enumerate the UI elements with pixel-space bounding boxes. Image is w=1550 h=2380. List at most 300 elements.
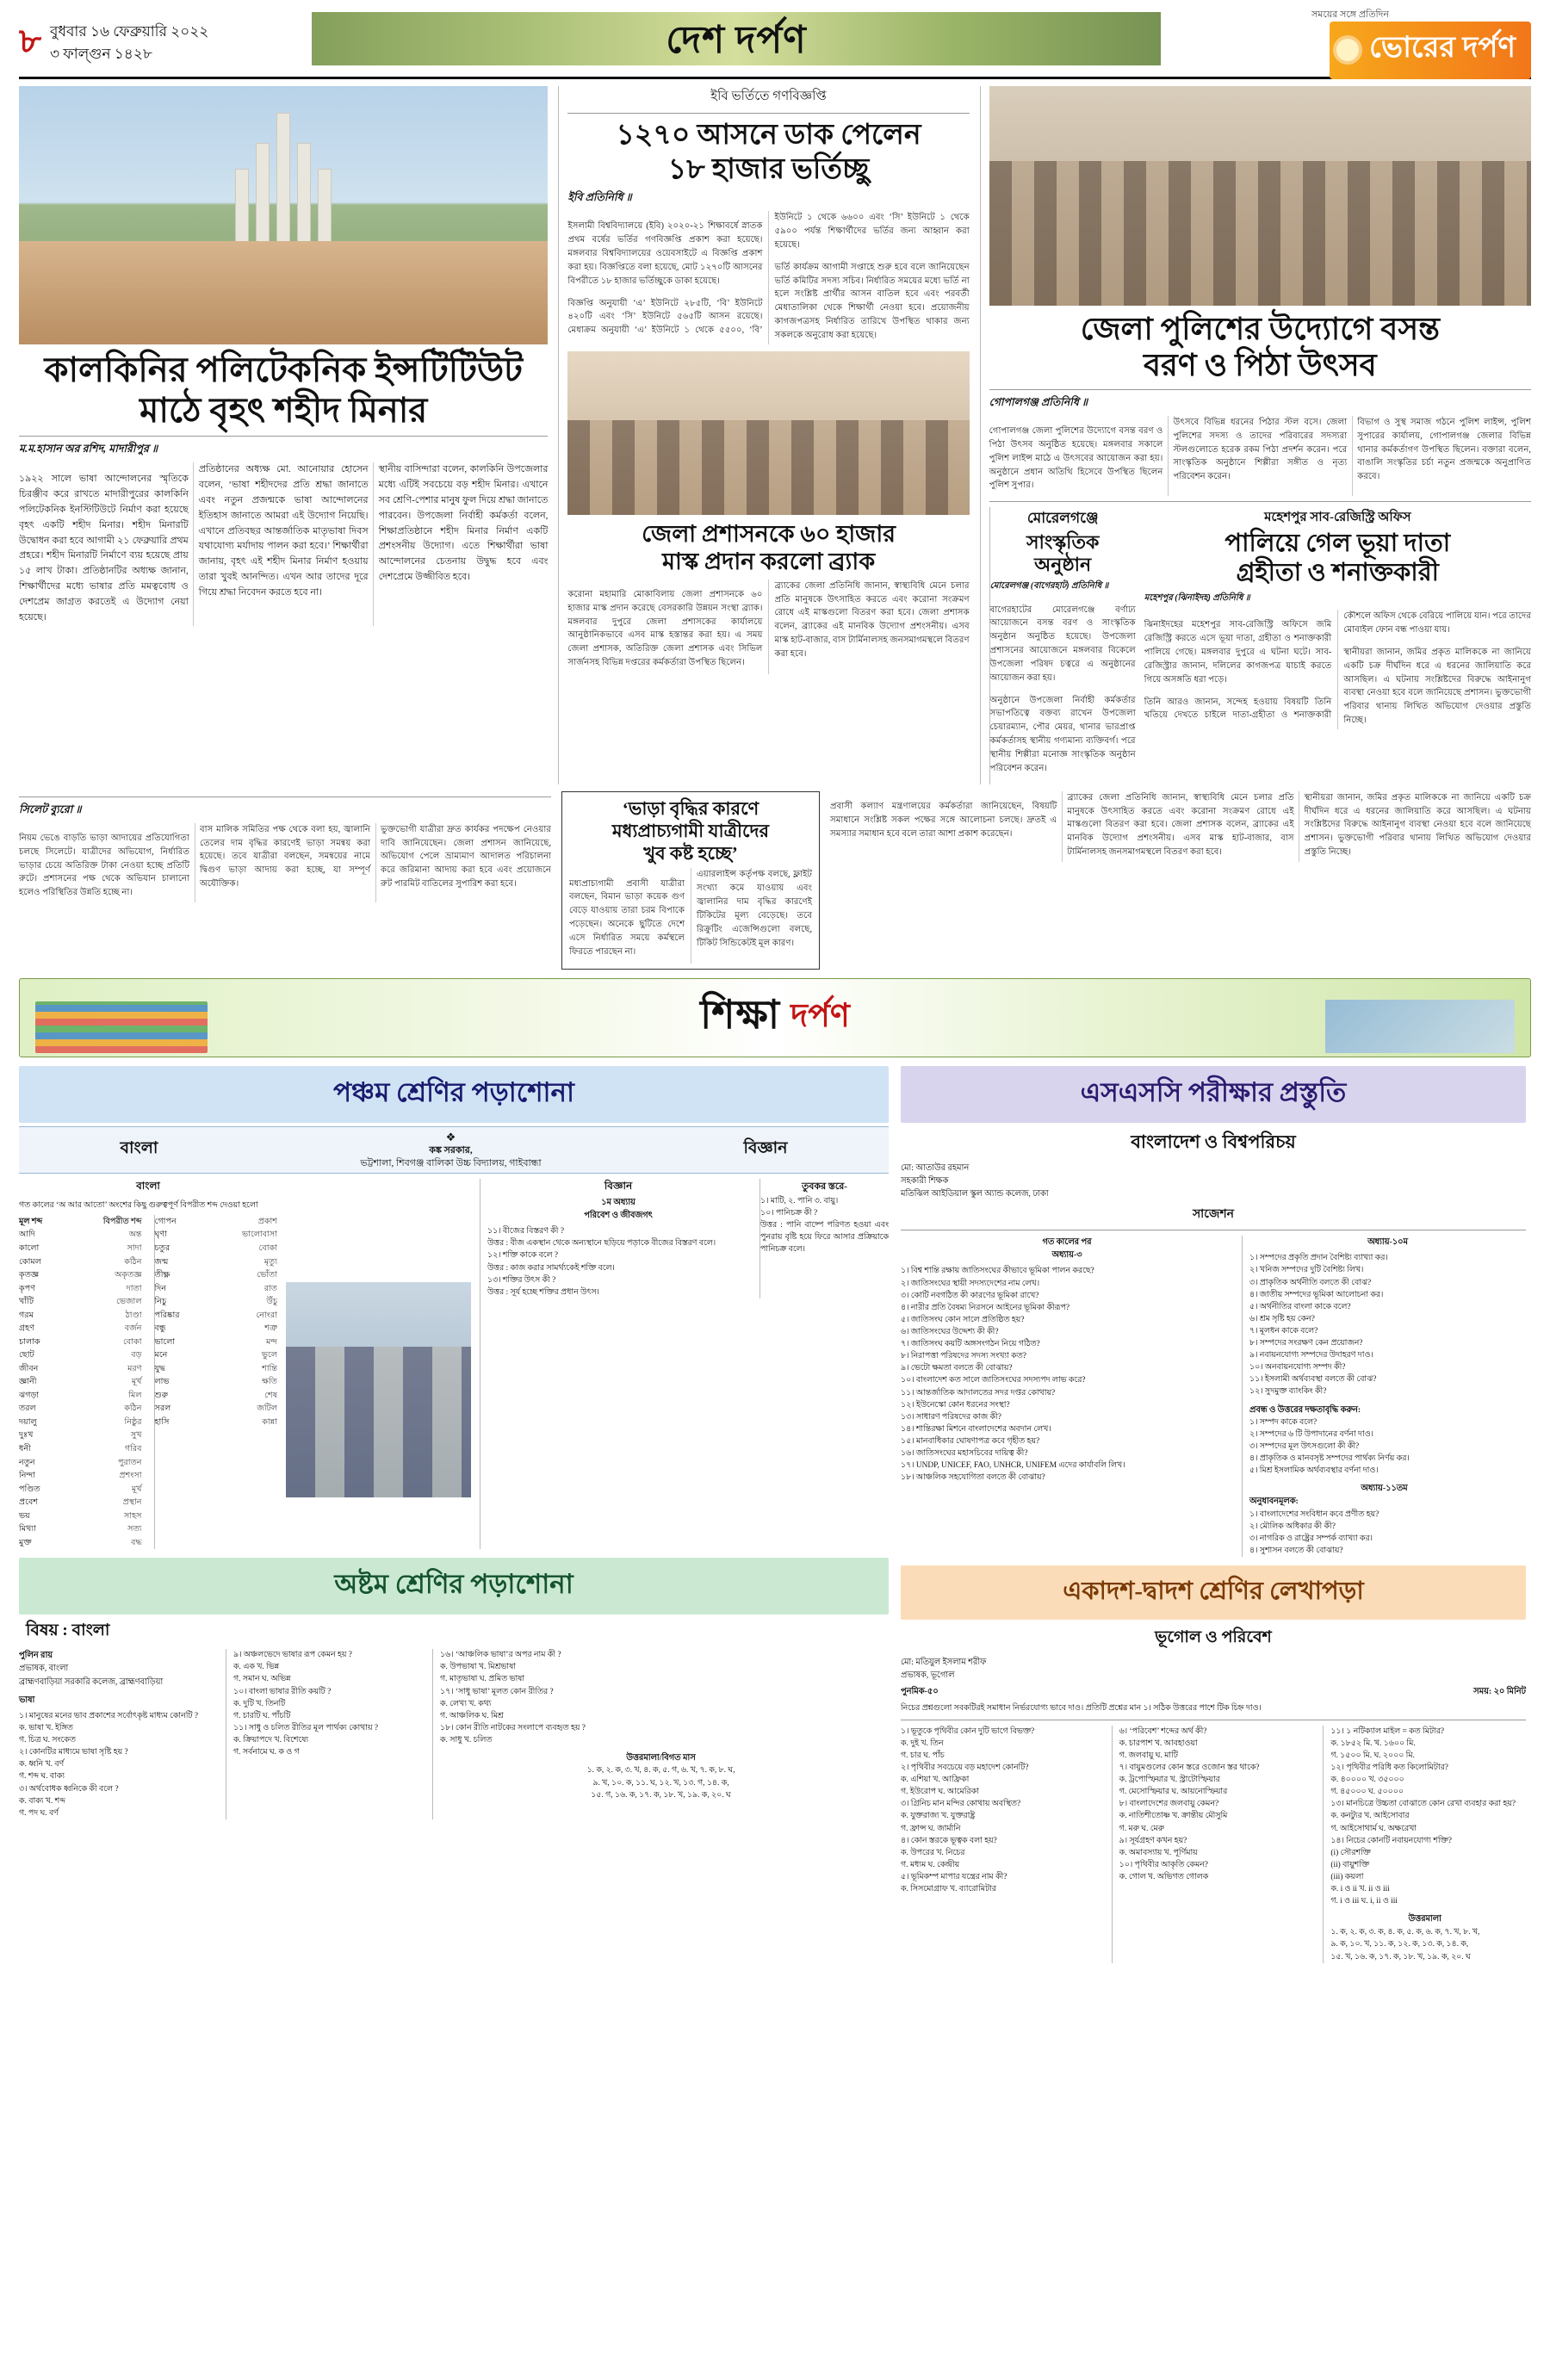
- word-pair: [155, 1322, 278, 1336]
- word-source: দুঃখ: [19, 1430, 34, 1441]
- ssc-question: ৫। অর্থনীতির বাংলা কাকে বলে?: [1249, 1302, 1351, 1311]
- word-col-head-2: বিপরীত শব্দ: [102, 1216, 142, 1226]
- ssc-question: ৬। জাতিসংঘের উদ্দেশ্য কী কী?: [901, 1328, 999, 1336]
- class11-answers: [1324, 1926, 1526, 1964]
- masthead-left: [19, 14, 303, 71]
- ssc-question: ২। খনিজ সম্পদের দুটি বৈশিষ্ট্য লিখ।: [1249, 1266, 1364, 1275]
- word-opposite: শত্রু: [264, 1323, 277, 1334]
- word-source: প্রবেশ: [19, 1497, 39, 1508]
- word-source: পরিষ্কার: [154, 1310, 180, 1320]
- brac-body: [567, 580, 969, 674]
- word-opposite: কান্না: [262, 1416, 277, 1427]
- word-source: মুক্ত: [19, 1537, 32, 1547]
- lead-paragraph: প্রতিষ্ঠানের অধ্যক্ষ মো. আনোয়ার হোসেন বলেন, ‘ভাষা শহীদদের প্রতি শ্রদ্ধা জানাতে এবং নতুন প্রজন্মকে ভাষা আন্দোলনের ইতিহাস জানাতে আমরা এই উদ্যোগ নিয়েছি। এখানে প্রতিবছর আন্তর্জাতিক মাতৃভাষা দিবস যথাযোগ্য মর্যাদায় পালন করা হবে।’ শিক্ষার্থীরা জানায়, বৃহৎ এই শহীদ মিনার নির্মাণ হওয়ায় তারা খুবই আনন্দিত। এখন আর তাদের দূরে গিয়ে শ্রদ্ধা নিবেদন করতে হবে না।: [198, 464, 369, 598]
- police-paragraph: উৎসবে বিভিন্ন ধরনের পিঠার স্টল বসে। জেলা পুলিশের সদস্য ও তাদের পরিবারের সদস্যরা স্টলগুলোতে হরেক রকম পিঠা প্রদর্শন করেন। পরে সাংস্কৃতিক অনুষ্ঠানে শিল্পীরা সঙ্গীত ও নৃত্য পরিবেশন করেন।: [1173, 417, 1348, 482]
- books-illustration: [35, 1001, 208, 1053]
- photo-foreground: [19, 241, 548, 344]
- ibi-story-column: [558, 86, 969, 784]
- word-opposite: কঠিন: [124, 1404, 142, 1414]
- word-pair: [155, 1268, 278, 1282]
- science-head: বিজ্ঞান: [604, 1179, 633, 1192]
- students-study-photo: [286, 1282, 471, 1497]
- quote-paragraph: এয়ারলাইন্স কর্তৃপক্ষ বলছে, ফ্লাইট সংখ্যা কমে যাওয়ায় এবং জ্বালানির দাম বৃদ্ধির কারণেই টিকিটের মূল্য বেড়েছে। তবে রিক্রুটিং এজেন্সিগুলো বলছে, টিকিট সিন্ডিকেটই মূল কারণ।: [697, 870, 812, 948]
- mohespur-story: [1144, 507, 1531, 784]
- word-opposite: শান্তি: [262, 1363, 277, 1373]
- brac-paragraph: ব্র্যাকের জেলা প্রতিনিধি জানান, স্বাস্থ্যবিধি মেনে চলার প্রতি মানুষকে উৎসাহিত করতে এবং করোনা সংক্রমণ রোধে এই মাস্কগুলো বিতরণ করা হবে। জেলা প্রশাসক বলেন, ব্র্যাকের এই মানবিক উদ্যোগ প্রশংসনীয়। এসব মাস্ক হাট-বাজার, বাস টার্মিনালসহ জনসমাগমস্থলে বিতরণ করা হবে।: [774, 580, 970, 659]
- ssc-teacher-name: মো: আতাউর রহমান: [901, 1162, 970, 1173]
- ssc-question: ১০। অনবায়নযোগ্য সম্পদ কী?: [1249, 1363, 1346, 1373]
- ssc-question: ১৮। আঞ্চলিক সহযোগিতা বলতে কী বোঝায়?: [901, 1473, 1045, 1483]
- ssc-question: ৪। সুশাসন বলতে কী বোঝায়?: [1249, 1546, 1343, 1555]
- science-item: ১৩। শক্তির উৎস কী ?: [487, 1275, 556, 1285]
- word-opposite: গরিব: [124, 1443, 142, 1453]
- education-grid: [19, 1066, 1531, 1964]
- police-paragraph: বিভাগ ও সুস্থ সমাজ গঠনে পুলিশ লাইন্স, পুলিশ সুপারের কার্যালয়, গোপালগঞ্জ জেলার বিভিন্ন থানার কর্মকর্তাগণ উপস্থিত ছিলেন। বক্তারা বলেন, বাঙালি সংস্কৃতির চর্চা নতুন প্রজন্মকে অনুপ্রাণিত করবে।: [1357, 417, 1531, 482]
- word-opposite: শেষ: [264, 1390, 277, 1400]
- ssc-question: ৬। শ্রম সৃষ্টি হয় কেন?: [1249, 1314, 1315, 1323]
- class8-question: ৩। অর্থবোধক ধ্বনিকে কী বলে ?: [19, 1784, 119, 1794]
- word-source: বন্ধু: [154, 1323, 166, 1334]
- word-opposite: ভুলে: [261, 1350, 277, 1360]
- word-pair: [19, 1389, 142, 1403]
- ssc-question: ৭। মূলধন কাকে বলে?: [1249, 1326, 1318, 1336]
- class8-questions-col1: [19, 1710, 217, 1819]
- class11-question: গ. i ও iii ঘ. i, ii ও iii: [1330, 1897, 1398, 1906]
- police-photo: [989, 86, 1531, 306]
- ssc-question: ১। সম্পদের প্রকৃতি প্রদান বৈশিষ্ট্য ব্যাখ্যা কর।: [1249, 1254, 1388, 1263]
- class5-bangla-intro: গত কালের ‘অ আর আতো’ অংশের কিছু গুরুত্বপূর্ণ বিপরীত শব্দ দেওয়া হলো: [19, 1200, 258, 1210]
- word-opposite: উঁচু: [266, 1297, 277, 1307]
- word-opposite: অন্ত: [128, 1230, 142, 1240]
- lead-body: [19, 462, 548, 625]
- class8-answer-line: ১৫. গ, ১৬. ক, ১৭. ক, ১৮. খ, ১৯. ক, ২০. ঘ: [591, 1791, 731, 1800]
- word-opposite: সাদা: [127, 1243, 142, 1253]
- class11-question: ক. কনট্যুর খ. আইসোবার: [1330, 1812, 1410, 1821]
- mohespur-byline: মহেশপুর (ঝিনাইদহ) প্রতিনিধি ॥: [1144, 593, 1250, 604]
- quote-line1: ‘ভাড়া বৃদ্ধির কারণে: [622, 797, 760, 819]
- science-extra-head: তুবকর স্তরে-: [802, 1181, 847, 1192]
- ssc-chapter-head: গত কালের পর: [1042, 1237, 1092, 1248]
- quote-extra-columns: [830, 791, 1531, 862]
- lead-story-photo: [19, 86, 548, 344]
- ssc-question: ১৫। মানবাধিকার ঘোষণাপত্র কবে গৃহীত হয়?: [901, 1436, 1040, 1446]
- word-opposite: প্রকাশ: [257, 1216, 277, 1226]
- word-source: দিন: [154, 1283, 167, 1293]
- masthead-center: [303, 11, 1169, 74]
- lead-paragraph: স্থানীয় বাসিন্দারা বলেন, কালকিনি উপজেলার মধ্যে এটিই সবচেয়ে বড় শহীদ মিনার। এখানে সব শ্রেণি-পেশার মানুষ ফুল দিয়ে শ্রদ্ধা জানাতে পারবেন। উপজেলা নির্বাহী কর্মকর্তা বলেন, শিক্ষাপ্রতিষ্ঠানে শহীদ মিনার নির্মাণ একটি প্রশংসনীয় উদ্যোগ। এতে শিক্ষার্থীরা ভাষা আন্দোলনের চেতনায় উদ্বুদ্ধ হবে এবং দেশপ্রেমে উজ্জীবিত হবে।: [378, 464, 549, 583]
- class8-question: ক. ধ্বনি খ. বর্ণ: [19, 1760, 65, 1770]
- date-gregorian: বুধবার ১৬ ফেব্রুয়ারি ২০২২: [49, 23, 209, 40]
- quote-line3: খুব কষ্ট হচ্ছে’: [643, 843, 738, 865]
- class5-word-table: [19, 1215, 277, 1549]
- mohespur-headline-line2: গ্রহীতা ও শনাক্তকারী: [1236, 559, 1439, 587]
- class11-question: ক. i ও ii খ. ii ও iii: [1330, 1885, 1390, 1894]
- word-source: মিথ্যা: [19, 1524, 36, 1534]
- class11-question: গ. মরু ঘ. মেরু: [1119, 1824, 1164, 1833]
- sylhet-paragraph: ভুক্তভোগী যাত্রীরা দ্রুত কার্যকর পদক্ষেপ নেওয়ার দাবি জানিয়েছেন। জেলা প্রশাসন জানিয়েছে, অভিযোগ পেলে ভ্রাম্যমাণ আদালত পরিচালনা করে জরিমানা আদায় করা হবে এবং প্রয়োজনে রুট পারমিট বাতিলের সুপারিশ করা হবে।: [381, 824, 551, 889]
- class11-questions-col2: [1113, 1726, 1315, 1883]
- science-topic: পরিবেশ ও জীবজগৎ: [584, 1211, 653, 1220]
- edu-banner-title: শিক্ষা: [700, 992, 781, 1037]
- lead-paragraph: ১৯২২ সালে ভাষা আন্দোলনের স্মৃতিকে চিরঞ্জীব করে রাখতে মাদারীপুরের কালকিনি পলিটেকনিক ইনস্টিটিউটে নির্মাণ করা হয়েছে বৃহৎ একটি শহীদ মিনার। শহীদ মিনারটি উদ্বোধন করা হবে আগামী ২১ ফেব্রুয়ারি প্রথম প্রহরে। শহীদ মিনারটি নির্মাণে ব্যয় হয়েছে প্রায় ১৫ লাখ টাকা। প্রতিষ্ঠানটির অধ্যক্ষ জানান, শিক্ষার্থীদের মধ্যে ভাষার প্রতি মমত্ববোধ ও দেশপ্রেম জাগ্রত করতেই এ উদ্যোগ নেয়া হয়েছে।: [19, 474, 189, 623]
- class11-question: ক. গোল খ. অভিগত গোলক: [1119, 1873, 1209, 1882]
- word-opposite: প্রশংসা: [119, 1471, 142, 1481]
- mohespur-paragraph: স্থানীয়রা জানান, জমির প্রকৃত মালিককে না জানিয়ে একটি চক্র দীর্ঘদিন ধরে এ ধরনের জালিয়াতি করে আসছিল। এ ঘটনায় সংশ্লিষ্টদের বিরুদ্ধে আইনানুগ ব্যবস্থা নেওয়া হবে বলে জানিয়েছে প্রশাসন। ভুক্তভোগী পরিবার থানায় লিখিত অভিযোগ দেওয়ার প্রস্তুতি নিচ্ছে।: [1343, 648, 1531, 726]
- sylhet-story: [19, 791, 551, 970]
- word-source: ভয়: [19, 1510, 30, 1521]
- students-illustration: [1325, 1000, 1515, 1053]
- class11-question: (ii) বায়ুশক্তি: [1330, 1860, 1369, 1869]
- brand-logo: ভোরের দর্পণ: [1330, 22, 1531, 79]
- word-pair: [19, 1496, 142, 1509]
- class8-question: ক. লেখ্য খ. কথ্য: [440, 1699, 492, 1708]
- word-col-1: [19, 1215, 142, 1549]
- word-opposite: সাহস: [124, 1510, 142, 1521]
- mohespur-paragraph: ঝিনাইদহের মহেশপুর সাব-রেজিস্ট্রি অফিসে জমি রেজিস্ট্রি করতে এসে ভূয়া দাতা, গ্রহীতা ও শনাক্তকারী পালিয়ে গেছে। মঙ্গলবার দুপুরে এ ঘটনা ঘটে। সাব-রেজিস্ট্রার জানান, দলিলের কাগজপত্র যাচাই করতে গিয়ে অসঙ্গতি ধরা পড়ে।: [1144, 620, 1332, 685]
- class8-question: ক. বাক্য খ. শব্দ: [19, 1796, 65, 1806]
- word-opposite: রাত: [264, 1283, 277, 1293]
- ssc-right-head: অধ্যায়-১০ম: [1367, 1237, 1408, 1248]
- science-extra-item: ১০। পানিচক্র কী ?: [760, 1208, 818, 1218]
- word-source: তরল: [19, 1404, 36, 1414]
- word-opposite: বোকা: [122, 1336, 142, 1347]
- word-pair: [155, 1282, 278, 1296]
- ibi-paragraph: ভর্তি কার্যক্রম আগামী সপ্তাহে শুরু হবে বলে জানিয়েছেন ভর্তি কমিটির সদস্য সচিব। নির্ধারিত সময়ের মধ্যে ভর্তি না হলে সংশ্লিষ্ট প্রার্থীর আসন বাতিল হবে এবং পরবর্তী মেধাতালিকা থেকে শিক্ষার্থী নেওয়া হবে। প্রয়োজনীয় কাগজপত্রসহ নির্ধারিত তারিখে উপস্থিত থাকার জন্য সকলকে অনুরোধ করা হয়েছে।: [774, 262, 970, 340]
- ssc-suggestion-head: সাজেশন: [1192, 1208, 1235, 1222]
- word-opposite: মিল: [128, 1390, 142, 1400]
- class8-teacher-block: [19, 1649, 217, 1819]
- word-source: জন্ম: [154, 1256, 169, 1267]
- class8-question: গ. আঞ্চলিক ঘ. মিশ্র: [440, 1711, 504, 1720]
- ssc-question: ১। বাংলাদেশের সংবিধান কবে প্রণীত হয়?: [1249, 1509, 1380, 1519]
- word-source: মনে: [154, 1350, 168, 1360]
- word-pair: [155, 1362, 278, 1376]
- ssc-question: ৭। জাতিসংঘ কয়টি অঙ্গসংগঠন নিয়ে গঠিত?: [901, 1340, 1040, 1349]
- morelganj-story: [989, 507, 1136, 784]
- word-opposite: ঠাণ্ডা: [125, 1310, 142, 1320]
- word-opposite: মৃত্যু: [264, 1256, 277, 1267]
- class8-col2: [226, 1649, 424, 1819]
- sylhet-body: [19, 823, 551, 903]
- morelganj-paragraph: অনুষ্ঠানে উপজেলা নির্বাহী কর্মকর্তার সভাপতিত্বে বক্তব্য রাখেন উপজেলা চেয়ারম্যান, পৌর মেয়র, থানার ভারপ্রাপ্ত কর্মকর্তাসহ স্থানীয় গণ্যমান্য ব্যক্তিবর্গ। পরে স্থানীয় শিল্পীরা মনোজ্ঞ সাংস্কৃতিক অনুষ্ঠান পরিবেশন করেন।: [989, 695, 1136, 773]
- science-item: ১১। বীজের বিস্তরণ কী ?: [487, 1227, 564, 1236]
- date-block: [50, 21, 208, 65]
- ssc-bottom-head: প্রবন্ধ ও উত্তরের দক্ষতাবৃদ্ধি করুন:: [1249, 1404, 1361, 1415]
- class8-question: গ. সর্বনামে ঘ. ক ও গ: [233, 1748, 300, 1757]
- word-pair: [19, 1536, 142, 1550]
- ssc-question: ১৪। শান্তিরক্ষা মিশনে বাংলাদেশের অবদান লেখ।: [901, 1424, 1051, 1434]
- word-source: শুরু: [154, 1390, 169, 1400]
- word-pair: [19, 1255, 142, 1269]
- class8-question: গ. চারটি ঘ. পাঁচটি: [233, 1711, 291, 1720]
- word-source: ঝগড়া: [19, 1390, 40, 1400]
- education-right-column: [901, 1066, 1526, 1964]
- class11-col3: [1323, 1726, 1526, 1964]
- class8-question: ১৬। ‘আঞ্চলিক ভাষা’র অপর নাম কী ?: [440, 1651, 561, 1660]
- class11-question: ১। ভূতুকে পৃথিবীর কোন দুটি ভাগে বিভক্ত?: [901, 1726, 1035, 1736]
- class8-answer-line: ১. ক, ২. ক, ৩. খ, ৪. ক, ৫. গ, ৬. খ, ৭. ক, ৮. ঘ,: [586, 1766, 735, 1776]
- police-headline-line2: বরণ ও পিঠা উৎসব: [1144, 348, 1377, 383]
- class8-question: ক. ভাষা খ. ইঙ্গিত: [19, 1724, 73, 1733]
- word-opposite: পুরাতন: [118, 1457, 142, 1467]
- class11-section-title: একাদশ-দ্বাদশ শ্রেণির লেখাপড়া: [901, 1565, 1526, 1620]
- class8-teacher-name: পুলিন রায়: [19, 1651, 53, 1661]
- class11-questions-col3: [1324, 1726, 1526, 1908]
- ssc-question: ১১। ইসলামী অর্থব্যবস্থা বলতে কী বোঝ?: [1249, 1375, 1377, 1385]
- class8-question: গ. পদ ঘ. বর্ণ: [19, 1808, 59, 1818]
- class8-subject: বিষয় : বাংলা: [26, 1621, 110, 1640]
- word-opposite: সত্য: [127, 1524, 142, 1534]
- word-source: কৃপণ: [19, 1283, 36, 1293]
- word-pair: [19, 1228, 142, 1242]
- edu-banner-subtitle: দর্পণ: [790, 997, 850, 1034]
- class11-question: ক. অমাবস্যায় খ. পূর্ণিমায়: [1119, 1848, 1198, 1857]
- word-opposite: কঠিন: [124, 1256, 142, 1267]
- ssc-question: ১৭। UNDP, UNICEF, FAO, UNHCR, UNIFEM এদের কার্যাবলি লিখ।: [901, 1461, 1125, 1471]
- bottom-news-row: [19, 791, 1531, 970]
- science-item: ১২। শক্তি কাকে বলে ?: [487, 1251, 558, 1261]
- class11-question: ক. ৪০০০০ খ. ৩৫০০০: [1330, 1776, 1404, 1785]
- photo-people: [989, 161, 1531, 306]
- class8-question: গ. শব্দ ঘ. বাক্য: [19, 1772, 65, 1782]
- class8-teacher-role: প্রভাষক, বাংলা: [19, 1664, 69, 1674]
- word-source: নতুন: [19, 1457, 35, 1467]
- secondary-stories-row: [989, 507, 1531, 784]
- class8-question: ১১। সাধু ও চলিত রীতির মূল পার্থক্য কোথায় ?: [233, 1723, 378, 1732]
- class11-questions-col1: [901, 1726, 1103, 1896]
- class8-question: ক. ক্রিয়াপদে খ. বিশেষ্যে: [233, 1735, 309, 1745]
- class5-teacher-name: কঙ্ক সরকার,: [429, 1145, 473, 1156]
- ssc-question: ৩। কোটি নবগঠিত কী কারণের ভূমিকা রাখে?: [901, 1291, 1039, 1300]
- class11-question: গ. আইসোথার্ম ঘ. অক্ষরেখা: [1330, 1824, 1417, 1833]
- word-pair: [19, 1362, 142, 1376]
- class11-time-label: সময়: ২০ মিনিট: [1473, 1687, 1526, 1697]
- education-left-column: [19, 1066, 889, 1964]
- word-pair: [155, 1389, 278, 1403]
- class11-question: গ. মধ্যম ঘ. কেন্দ্রীয়: [901, 1860, 960, 1869]
- word-pair: [155, 1416, 278, 1429]
- class11-question: ১১। ১ নটিক্যাল মাইল = কত মিটার?: [1330, 1726, 1445, 1736]
- word-source: গোপন: [154, 1216, 177, 1226]
- mohespur-body: [1144, 610, 1531, 729]
- class8-question: ১৮। কোন রীতি নাটকের সংলাপে ব্যবহৃত হয় ?: [440, 1723, 586, 1732]
- class5-photo-block: [286, 1179, 471, 1549]
- class8-question: ক. এক খ. ভিন্ন: [233, 1663, 280, 1672]
- science-sub: ১ম অধ্যায়: [601, 1197, 636, 1207]
- ssc-left-block: [901, 1236, 1233, 1557]
- word-col-2: [154, 1215, 278, 1549]
- word-pair: [155, 1348, 278, 1362]
- ibi-headline-line1: ১২৭০ আসনে ডাক পেলেন: [616, 120, 921, 151]
- class11-question: ৭। বায়ুমণ্ডলের কোন স্তরে ওজোন স্তর থাকে?: [1119, 1763, 1260, 1773]
- ssc-question: ২। মৌলিক অধিকার কী কী?: [1249, 1522, 1336, 1531]
- class8-questions-col2: [226, 1649, 424, 1758]
- police-paragraph: গোপালগঞ্জ জেলা পুলিশের উদ্যোগে বসন্ত বরণ ও পিঠা উৎসব অনুষ্ঠিত হয়েছে। মঙ্গলবার সকালে পুলিশ লাইন্স মাঠে এ উৎসবের আয়োজন করা হয়। অনুষ্ঠানে প্রধান অতিথি হিসেবে উপস্থিত ছিলেন পুলিশ সুপার।: [989, 426, 1163, 491]
- class8-question: ক. দুটি খ. তিনটি: [233, 1699, 286, 1708]
- word-pair: [19, 1456, 142, 1470]
- morelganj-headline-line2: অনুষ্ঠান: [1034, 553, 1092, 575]
- word-opposite: প্রস্থান: [122, 1497, 142, 1508]
- ssc-question: ১। সম্পদ কাকে বলে?: [1249, 1417, 1318, 1427]
- mohespur-headline-line1: পালিয়ে গেল ভূয়া দাতা: [1224, 529, 1451, 557]
- word-opposite: নোংরা: [256, 1310, 277, 1320]
- class11-question: ৯। সূর্যগ্রহণ কখন হয়?: [1119, 1836, 1187, 1845]
- police-byline: গোপালগঞ্জ প্রতিনিধি ॥: [989, 395, 1088, 408]
- class8-question: ক. উপভাষা খ. মিশ্রভাষা: [440, 1663, 516, 1672]
- quote-paragraph: প্রবাসী কল্যাণ মন্ত্রণালয়ের কর্মকর্তারা জানিয়েছেন, বিষয়টি সমাধানে সংশ্লিষ্ট সকল পক্ষের সঙ্গে আলোচনা চলছে। দ্রুতই এ সমস্যার সমাধান হবে বলে তারা আশা প্রকাশ করেছেন।: [830, 801, 1057, 839]
- word-pair: [19, 1336, 142, 1349]
- word-pair: [19, 1469, 142, 1483]
- class11-question: ক. ট্রপোস্ফিয়ার খ. স্ট্রাটোস্ফিয়ার: [1119, 1776, 1220, 1785]
- word-pairs-column-2: [155, 1215, 278, 1429]
- word-pair: [19, 1416, 142, 1429]
- quote-extra-body: [830, 791, 1531, 970]
- mohespur-kicker: মহেশপুর সাব-রেজিস্ট্রি অফিস: [1264, 510, 1411, 524]
- word-source: গ্রহণ: [19, 1323, 35, 1334]
- word-source: নিচু: [154, 1297, 167, 1307]
- ssc-question: ১৩। সাধারণ পরিষদের কাজ কী?: [901, 1412, 1001, 1422]
- class11-question: (iii) কয়লা: [1330, 1873, 1364, 1882]
- word-source: ঘৃণা: [154, 1230, 168, 1240]
- class11-question: ক. চারপাশ খ. আবহাওয়া: [1119, 1739, 1198, 1748]
- ssc-question: ৫। জাতিসংঘ কোন সালে প্রতিষ্ঠিত হয়?: [901, 1315, 1025, 1324]
- class8-section-title: অষ্টম শ্রেণির পড়াশোনা: [19, 1558, 889, 1615]
- word-opposite: মন্দ: [265, 1336, 277, 1347]
- morelganj-paragraph: বাগেরহাটের মোরেলগঞ্জে বর্ণাঢ্য আয়োজনে বসন্ত বরণ ও সাংস্কৃতিক অনুষ্ঠান অনুষ্ঠিত হয়েছে। উপজেলা প্রশাসনের আয়োজনে মঙ্গলবার বিকেলে উপজেলা পরিষদ চত্বরে এ অনুষ্ঠানের আয়োজন করা হয়।: [989, 604, 1136, 683]
- class8-question: গ. মাতৃভাষা ঘ. প্রমিত ভাষা: [440, 1675, 525, 1684]
- ssc-bottom-items: [1243, 1416, 1526, 1478]
- word-pair: [155, 1309, 278, 1323]
- mohespur-paragraph: স্থানীয়রা জানান, জমির প্রকৃত মালিককে না জানিয়ে একটি চক্র দীর্ঘদিন ধরে এ ধরনের জালিয়াতি করে আসছিল। এ ঘটনায় সংশ্লিষ্টদের বিরুদ্ধে আইনানুগ ব্যবস্থা নেওয়া হবে বলে জানিয়েছে প্রশাসন। ভুক্তভোগী পরিবার থানায় লিখিত অভিযোগ দেওয়ার প্রস্তুতি নিচ্ছে।: [1304, 792, 1531, 857]
- word-pair: [19, 1402, 142, 1416]
- brac-paragraph: ব্র্যাকের জেলা প্রতিনিধি জানান, স্বাস্থ্যবিধি মেনে চলার প্রতি মানুষকে উৎসাহিত করতে এবং করোনা সংক্রমণ রোধে এই মাস্কগুলো বিতরণ করা হবে। জেলা প্রশাসক বলেন, ব্র্যাকের এই মানবিক উদ্যোগ প্রশংসনীয়। এসব মাস্ক হাট-বাজার, বাস টার্মিনালসহ জনসমাগমস্থলে বিতরণ করা হবে।: [1067, 792, 1294, 857]
- word-pairs-column-1: [19, 1228, 142, 1549]
- class11-question: গ. ফ্রান্স ঘ. জার্মানি: [901, 1824, 961, 1833]
- class8-question: ১৭। ‘সাধু ভাষা’ মূলত কোন রীতির ?: [440, 1687, 554, 1696]
- science-extra-items: [760, 1195, 889, 1256]
- ssc-question: ৩। সম্পদের মূল উৎসগুলো কী কী?: [1249, 1441, 1360, 1451]
- ssc-question: ২। সম্পদের ৬ টি উপাদানের বর্ণনা দাও।: [1249, 1429, 1373, 1439]
- class11-question: গ. ১৫০০ মি. ঘ. ২০০০ মি.: [1330, 1751, 1415, 1760]
- word-pair: [19, 1242, 142, 1255]
- word-source: নিন্দা: [19, 1471, 35, 1481]
- ibi-body: [567, 211, 969, 344]
- ssc-subject-title: বাংলাদেশ ও বিশ্বপরিচয়: [1131, 1131, 1296, 1152]
- ssc-question: ১২। ইউনেস্কো কোন ধরনের সংস্থা?: [901, 1400, 1010, 1410]
- mohespur-paragraph: তিনি আরও জানান, সন্দেহ হওয়ায় বিষয়টি তিনি খতিয়ে দেখতে চাইলে দাতা-গ্রহীতা ও শনাক্তকারী কৌশলে অফিস থেকে বেরিয়ে পালিয়ে যান। পরে তাদের মোবাইল ফোন বন্ধ পাওয়া যায়।: [1144, 611, 1531, 721]
- class11-teacher-name: মো: মতিয়ুল ইসলাম শরীফ: [901, 1658, 987, 1668]
- word-pair: [155, 1375, 278, 1389]
- class8-content: [19, 1649, 889, 1819]
- word-pair: [19, 1282, 142, 1296]
- class8-question: গ. চিত্র ঘ. সংকেত: [19, 1736, 76, 1745]
- word-col-head-1: মূল শব্দ: [19, 1216, 43, 1226]
- word-pair: [19, 1268, 142, 1282]
- word-source: কোমল: [19, 1256, 41, 1267]
- ssc-question: ৪। নারীর প্রতি বৈষম্য নিরসনে আইনের ভূমিকা কীরূপ?: [901, 1303, 1070, 1312]
- class11-instruction: নিচের প্রশ্নগুলো সবকটিরই সমাধান নির্ভরযোগ্য ভাবে দাও। প্রতিটি প্রশ্নের মান ১। সঠিক উত্তরের পাশে টিক চিহ্ন দাও।: [901, 1703, 1262, 1713]
- word-source: কালো: [19, 1243, 40, 1253]
- word-pair: [19, 1322, 142, 1336]
- word-opposite: বড়: [131, 1350, 142, 1360]
- brac-headline-line1: জেলা প্রশাসনকে ৬০ হাজার: [642, 520, 896, 547]
- ssc-question: ৫। মিশ্র ইসলামিক অর্থব্যবস্থার বর্ণনা দাও।: [1249, 1466, 1379, 1476]
- ssc-question: ১৬। জাতিসংঘের মহাসচিবের দায়িত্ব কী?: [901, 1449, 1028, 1459]
- class11-question: ১২। পৃথিবীর পরিধি কত কিলোমিটার?: [1330, 1763, 1448, 1773]
- class5-teacher: ❖ কঙ্ক সরকার, ভট্টশালা, শিবগঞ্জ বালিকা উচ্চ বিদ্যালয়, গাইবান্ধা: [360, 1130, 542, 1168]
- ssc-question: ৯। নবায়নযোগ্য সম্পদের উদাহরণ দাও।: [1249, 1351, 1373, 1360]
- ssc-question: ৮। নিরাপত্তা পরিষদের সদস্য সংখ্যা কত?: [901, 1352, 1026, 1361]
- class11-question: ৫। ভূমিকম্প মাপার যন্ত্রের নাম কী?: [901, 1873, 1008, 1882]
- section-title: দেশ দর্পণ: [666, 19, 807, 61]
- class11-subject-title: ভূগোল ও পরিবেশ: [1155, 1628, 1272, 1647]
- class11-question: ক. দুই খ. তিন: [901, 1739, 944, 1748]
- word-pair: [19, 1509, 142, 1523]
- word-opposite: ভালোবাসা: [242, 1230, 277, 1240]
- police-headline-line1: জেলা পুলিশের উদ্যোগে বসন্ত: [1080, 312, 1440, 346]
- science-extra-item: উত্তর : পানি বাষ্পে পরিণত হওয়া এবং পুনরায় বৃষ্টি হয়ে ফিরে আসার প্রক্রিয়াকে পানিচক্র বলে।: [760, 1221, 889, 1255]
- ssc-bottom2-items: [1243, 1509, 1526, 1557]
- science-cols: [480, 1179, 889, 1298]
- ibi-byline: ইবি প্রতিনিধি ॥: [567, 191, 632, 204]
- class8-question: ১। মানুষের মনের ভাব প্রকাশের সর্বোৎকৃষ্ট মাধ্যম কোনটি ?: [19, 1711, 199, 1720]
- word-opposite: নিষ্ঠুর: [124, 1416, 142, 1427]
- quote-line2: মধ্যপ্রাচ্যগামী যাত্রীদের: [611, 820, 770, 841]
- word-pair: [155, 1255, 278, 1269]
- morelganj-byline: মোরেলগঞ্জ (বাগেরহাট) প্রতিনিধি ॥: [989, 581, 1109, 592]
- ssc-bottom2-head: অধ্যায়-১১তম: [1361, 1484, 1408, 1494]
- class11-question: ৪। কোন স্তরকে ভূত্বক বলা হয়?: [901, 1836, 997, 1845]
- word-pair: [19, 1375, 142, 1389]
- brac-paragraph: করোনা মহামারি মোকাবিলায় জেলা প্রশাসনকে ৬০ হাজার মাস্ক প্রদান করেছে বেসরকারি উন্নয়ন সংস্থা ব্র্যাক। মঙ্গলবার দুপুরে জেলা প্রশাসকের কার্যালয়ে আনুষ্ঠানিকভাবে এসব মাস্ক হস্তান্তর করা হয়। এ সময় জেলা প্রশাসক, অতিরিক্ত জেলা প্রশাসক এবং সিভিল সার্জনসহ বিভিন্ন দপ্তরের কর্মকর্তারা উপস্থিত ছিলেন।: [567, 589, 763, 667]
- class5-subject-bangla: বাংলা: [120, 1139, 158, 1158]
- word-pair: [19, 1483, 142, 1497]
- class8-question: ৯। অঞ্চলভেদে ভাষার রূপ কেমন হয় ?: [233, 1651, 352, 1660]
- ssc-question: ১০। বাংলাদেশ কত সালে জাতিসংঘের সদস্যপদ লাভ করে?: [901, 1376, 1086, 1385]
- ssc-teacher-inst: মতিঝিল আইডিয়াল স্কুল অ্যান্ড কলেজ, ঢাকা: [901, 1188, 1049, 1199]
- science-col-1: [480, 1179, 749, 1298]
- class11-question: (i) সৌরশক্তি: [1330, 1848, 1371, 1857]
- class8-question: গ. সমান ঘ. অভিন্ন: [233, 1675, 291, 1684]
- class8-answer-head: উত্তরমালা/বিগত মাস: [626, 1753, 696, 1763]
- class8-col3: [432, 1649, 889, 1819]
- class8-teacher-inst: ব্রাহ্মণবাড়িয়া সরকারি কলেজ, ব্রাহ্মণবাড়িয়া: [19, 1677, 164, 1687]
- class11-question: ৮। বাংলাদেশের জলবায়ু কেমন?: [1119, 1800, 1219, 1809]
- class8-answers: [433, 1764, 889, 1802]
- class8-answer-line: ৯. খ, ১০. ক, ১১. ঘ, ১২. খ, ১৩. গ, ১৪. ক,: [592, 1778, 729, 1788]
- word-source: গরম: [19, 1310, 34, 1320]
- class11-answer-line: ১৫. খ, ১৬. ক, ১৭. ক, ১৮. খ, ১৯. ক, ২০. ঘ: [1330, 1952, 1471, 1962]
- science-item: উত্তর : বীজ একস্থান থেকে অন্যস্থানে ছড়িয়ে পড়াকে বীজের বিস্তরণ বলে।: [487, 1239, 716, 1249]
- page-number: ৮: [19, 22, 41, 60]
- class5-content: [19, 1179, 889, 1549]
- ssc-question: ১১। আন্তর্জাতিক আদালতের সদর দপ্তর কোথায়?: [901, 1388, 1056, 1398]
- word-pair: [19, 1295, 142, 1309]
- lead-byline: ম.ম.হাসান অর রশিদ, মাদারীপুর ॥: [19, 443, 158, 456]
- class11-question: গ. ৪৫০০০ ঘ. ৫০০০০: [1330, 1788, 1404, 1797]
- word-pair: [155, 1242, 278, 1255]
- masthead-right: [1169, 7, 1531, 79]
- ssc-right-block: [1242, 1236, 1526, 1557]
- class5-teacher-desc: ভট্টশালা, শিবগঞ্জ বালিকা উচ্চ বিদ্যালয়, গাইবান্ধা: [360, 1157, 542, 1168]
- word-pair: [19, 1309, 142, 1323]
- class5-section-title: পঞ্চম শ্রেণির পড়াশোনা: [19, 1066, 889, 1123]
- word-opposite: সুখ: [130, 1430, 142, 1441]
- class11-question: ক. এশিয়া খ. আফ্রিকা: [901, 1776, 970, 1785]
- class11-question: ১৩। মানচিত্রে উচ্চতা বোঝাতে কোন রেখা ব্যবহার করা হয়?: [1330, 1800, 1516, 1809]
- word-source: সরল: [154, 1404, 171, 1414]
- class11-teacher-role: প্রভাষক, ভূগোল: [901, 1670, 955, 1681]
